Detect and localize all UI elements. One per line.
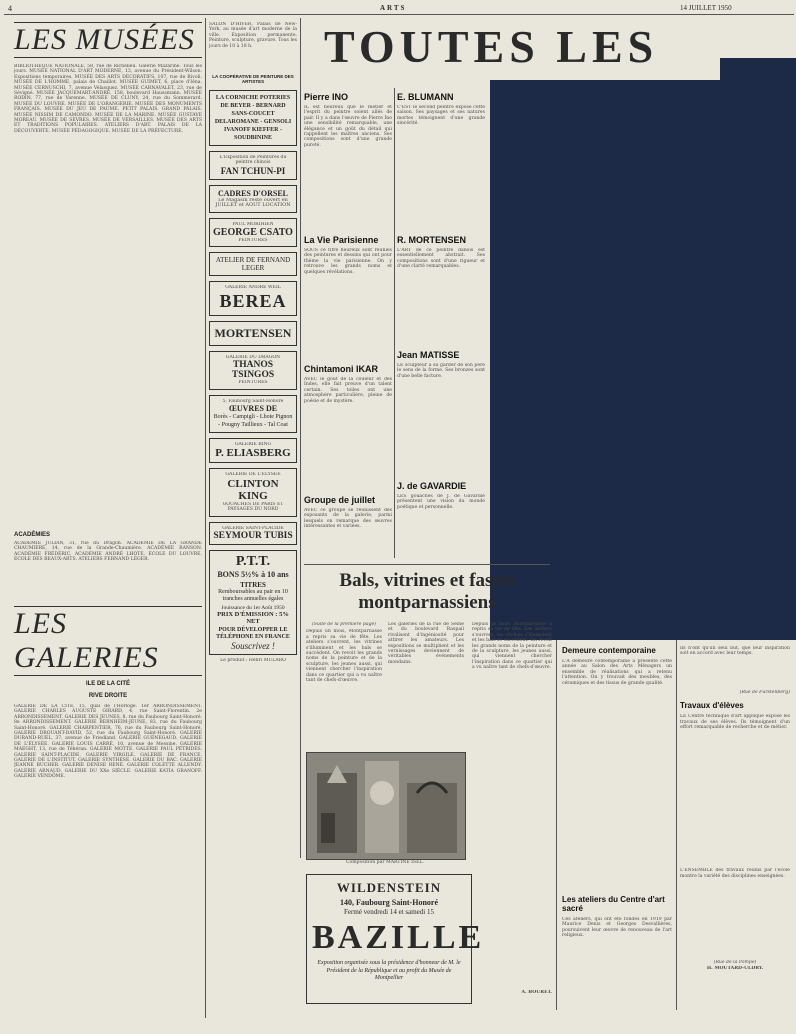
header-rule	[4, 14, 794, 15]
galeries-body: GALERIE DE LA CITÉ, 15, quai de l'Horloge. 1er ARRONDISSEMENT. GALERIE CHARLES AUGUSTE GIRARD, 4, rue Saint-Florentin. 2e ARRONDISSEMENT. GALERIE DES JEUNES, 8, rue du Faubourg Saint-Honoré. 8e ARRONDISSEMENT. GALERIE BERNHEIM-JEUNE, 83, rue du Faubourg Saint-Honoré. GALERIE CHARPENTIER, 76, rue du Faubourg Saint-Honoré. GALERIE DROUANT-DAVID, 52, rue du Faubourg Saint-Honoré. GALERIE DURAND-RUEL, 37, avenue de Friedland. GALERIE GUÉNEGAUD. GALERIE DE L'ÉLYSÉE. GALERIE LOUIS CARRÉ, 10, avenue de Messine. GALERIE MAEGHT, 13, rue de Téhéran. GALERIE MOTTE. GALERIE PAUL PÉTRIDÈS. GALERIE SAINT-PLACIDE. GALERIE VIRGILE. GALERIE DE FRANCE. GALERIE DE L'INSTITUT. GALERIE SYNTHÈSE. GALERIE DU BAC. GALERIE JEANNE BUCHER. GALERIE DENISE RENÉ. GALERIE COLETTE ALLENDY. GALERIE ARNAUD. GALERIE DU XXe SIÈCLE. GALERIE KATIA GRANOFF. GALERIE VENDÔME.	[14, 704, 202, 780]
travaux-signature: H. MOUTARD-ULDRY.	[706, 965, 764, 971]
fan-tchun-pi-ad	[209, 151, 297, 180]
ptt-rembours: Remboursables au pair en 10 tranches annuelles égales	[218, 589, 288, 603]
bals-title-2: montparnassiens	[358, 592, 496, 613]
travaux-sig-label: (Rue de la Pompe)	[713, 960, 757, 966]
ptt-souscrivez: Souscrivez !	[231, 641, 275, 652]
clinton-sub: GOUACHES DE PARIS ET PAYSAGES DU NORD	[222, 501, 284, 513]
travaux-body-2: L'ENSEMBLE des travaux réunis par l'école montre la variété des disciplines enseignées.	[680, 868, 790, 879]
thanos-ad	[209, 351, 297, 390]
section-title: ARTS	[380, 4, 407, 12]
demeure-section	[562, 646, 672, 997]
travaux-title: Travaux d'élèves	[680, 701, 744, 711]
poterie-ad: LA CORNICHE POTERIES DE BEYER - BERNARD SANS-COUCET DELAROMANE - GENSOLI IVANOFF KIEFFER - SOUDBININE	[209, 90, 297, 146]
galeries-subtitle-cite: ILE DE LA CITÉ	[85, 681, 131, 687]
ino-title: Pierre INO	[304, 92, 349, 102]
bals-top-rule	[304, 564, 550, 565]
musees-title: LES MUSÉES	[14, 22, 202, 58]
ptt-title: P.T.T.	[235, 554, 271, 570]
ads-column	[209, 22, 297, 664]
cadres-note: Le Magasin reste ouvert en JUILLET et AOUT LOCATION	[215, 197, 291, 209]
groupe-body: AVEC ce groupe se réunissent des exposants de la galerie, parmi lesquels on remarque des œuvres intéressantes et variées.	[304, 508, 392, 530]
galeries-title: LES GALERIES	[14, 606, 202, 676]
bals-title-1: Bals, vitrines et fastes	[339, 570, 515, 591]
ptt-ad	[209, 550, 297, 655]
bazille-title: BAZILLE	[312, 919, 485, 956]
wildenstein-ad	[306, 874, 485, 1004]
clinton-king-ad	[209, 468, 297, 516]
bals-body-3: Depuis un mois, Montparnasse a repris sa vie de fête. Les ateliers s'ouvrent, les vitrines s'illuminent et les bals se succèdent. On revoit les grands noms de la peinture et de la sculpture, les jeunes aussi, qui viennent chercher l'inspiration dans ce quartier qui a vu naître tant de chefs-d'œuvre.	[472, 622, 552, 671]
wild-name: WILDENSTEIN	[336, 880, 442, 895]
bals-body-2: Les galeries de la rue de Seine et du boulevard Raspail rivalisent d'ingéniosité pour attirer les amateurs. Les expositions se multiplient et les vernissages deviennent de véritables événements mondains.	[388, 622, 464, 665]
ateliers-title: Les ateliers du Centre d'art sacré	[562, 895, 665, 913]
travaux-section	[680, 646, 790, 971]
matisse-body: LE sculpteur a su garder de son père le sens de la forme. Ses bronzes sont d'une belle facture.	[397, 363, 485, 379]
seymour-ad	[209, 522, 297, 545]
travaux-divider	[676, 640, 677, 1010]
academies-body: ACADÉMIE JULIAN, 31, rue du Dragon. ACADÉMIE DE LA GRANDE CHAUMIÈRE, 14, rue de la Grande-Chaumière. ACADÉMIE RANSON. ACADÉMIE FRÉDÉRIC, ACADÉMIE ANDRÉ LHOTE. ÉCOLE DU LOUVRE. ÉCOLE DES BEAUX-ARTS. ATELIERS FERNAND LÉGER.	[14, 541, 202, 563]
ikar-body: AVEC le goût de la couleur et des Indes, elle fait preuve d'un talent certain. Ses toiles ont une atmosphère particulière, pleine de poésie et de mystère.	[304, 377, 392, 404]
seymour-name: SEYMOUR TUBIS	[213, 531, 293, 542]
col3-divider	[394, 88, 395, 558]
page-number: 4	[8, 4, 12, 13]
wild-dates: Fermé vendredi 14 et samedi 15	[343, 908, 434, 916]
csato-name: GEORGE CSATO	[213, 227, 293, 239]
mortensen-body: L'ART de ce peintre danois est essentiellement abstrait. Ses compositions sont d'une rigueur et d'une clarté remarquables.	[397, 248, 485, 270]
fan-label: L'Exposition de Peintures du peintre chinois	[219, 155, 287, 166]
ptt-titres: TITRES	[240, 581, 266, 590]
travaux-body: LE Centre technique d'art appliqué expose les travaux de ses élèves. Ils témoignent d'un effort remarquable de recherche et de métier.	[680, 714, 790, 731]
cadres-title: CADRES D'ORSEL	[217, 188, 288, 198]
ikar-title: Chintamoni IKAR	[304, 364, 378, 374]
bals-col-2	[388, 622, 464, 746]
seymour-label: GALERIE SAINT-PLACIDE	[222, 525, 284, 531]
issue-date: 14 JUILLET 1950	[680, 4, 732, 12]
ptt-telephone: POUR DÉVELOPPER LE TÉLÉPHONE EN FRANCE	[216, 627, 290, 641]
blumann-body: C'EST le second peintre exposé cette saison. Ses paysages et ses natures mortes témoignent d'une grande sincérité.	[397, 105, 485, 127]
vie-title: La Vie Parisienne	[304, 235, 379, 245]
reviews-col-a	[304, 92, 392, 560]
ino-body: IL est heureux que le métier et l'esprit du peintre soient allés de pair. Il y a dans l'œuvre de Pierre Ino une sensibilité remarquable, une élégance et un goût du détail qui rappellent les maîtres anciens. Ses compositions sont d'une grande pureté.	[304, 105, 392, 148]
musees-body: BIBLIOTHÈQUE NATIONALE, 58, rue de Richelieu. Galerie Mazarine. Tous les jours. MUSÉE NATIONAL D'ART MODERNE, 13, avenue du Président-Wilson. Expositions temporaires. MUSÉE DES ARTS DÉCORATIFS, 107, rue de Rivoli. MUSÉE DE L'HOMME, palais de Chaillot. MUSÉE GUIMET, 6, place d'Iéna. MUSÉE CERNUSCHI, 7, avenue Vélasquez. MUSÉE CARNAVALET, 23, rue de Sévigné. MUSÉE JACQUEMART-ANDRÉ, 158, boulevard Haussmann. MUSÉE RODIN, 77, rue de Varenne. MUSÉE DE CLUNY, 24, rue du Sommerard. MUSÉE DU LOUVRE. MUSÉE DE L'ORANGERIE. MUSÉE DES MONUMENTS FRANÇAIS. MUSÉE DU JEU DE PAUME. PETIT PALAIS. GRAND PALAIS. MUSÉE NISSIM DE CAMONDO. MUSÉE DE LA MARINE. MUSÉE GUSTAVE MOREAU. MUSÉE DE SÈVRES. MUSÉE DE VERSAILLES. MUSÉE DES ARTS ET TRADITIONS POPULAIRES. ATELIERS D'ART. PALAIS DE LA DÉCOUVERTE. MUSÉE PÉDAGOGIQUE. MUSÉE DE LA PRÉFECTURE.	[14, 64, 202, 134]
csato-label: PEINTURES	[238, 238, 268, 244]
csato-ad	[209, 218, 297, 248]
berea-label: GALERIE ANDRE WEIL	[225, 285, 281, 291]
headline: TOUTES LES	[324, 21, 659, 72]
berea-name: BEREA	[219, 290, 287, 311]
bing-label: GALERIE BING	[234, 442, 272, 448]
oeuvres-label: 5, Faubourg Saint-Honoré	[222, 398, 284, 404]
wild-patronage: Exposition organisée sous la présidence d'honneur de M. le Président de la République et au profit du Musée de Montpellier	[317, 960, 461, 981]
mortensen-title: R. MORTENSEN	[397, 235, 467, 245]
ptt-prix: PRIX D'ÉMISSION : 5% NET	[217, 611, 289, 626]
clinton-name: CLINTON KING	[227, 477, 279, 502]
col2-divider	[300, 18, 301, 858]
bals-body-1: Depuis un mois, Montparnasse a repris sa vie de fête. Les ateliers s'ouvrent, les vitrines s'illuminent et les bals se succèdent. On revoit les grands noms de la peinture et de la sculpture, les jeunes aussi, qui viennent chercher l'inspiration dans ce quartier qui a vu naître tant de chefs-d'œuvre.	[306, 629, 382, 684]
paul-label: PAUL MORIHIEN	[232, 221, 274, 227]
bals-signature: A. BOURET.	[521, 990, 552, 995]
elysee-label: GALERIE DE L'ELYSEE	[225, 472, 281, 478]
ads-credit: Le produit : Henri MULARO	[220, 658, 286, 664]
artwork-image	[306, 752, 466, 860]
musees-section	[14, 22, 202, 611]
thanos-sub: PEINTURES	[238, 380, 268, 386]
bals-suite: (Suite de la première page)	[311, 622, 377, 627]
oeuvres-title: ŒUVRES DE	[228, 404, 278, 414]
blumann-title: E. BLUMANN	[397, 92, 454, 102]
gavardie-title: J. de GAVARDIE	[397, 481, 467, 491]
groupe-title: Groupe de juillet	[304, 495, 376, 505]
gavardie-body: LES gouaches de J. de Gavardie présentent une vision du monde poétique et personnelle.	[397, 494, 485, 510]
thanos-label: GALERIE DU DRAGON	[225, 354, 281, 360]
galeries-subtitle-rive: RIVE DROITE	[88, 693, 128, 699]
bals-col-3	[472, 622, 552, 995]
bals-title-block	[304, 570, 550, 614]
mortensen-ad: MORTENSEN	[209, 321, 297, 346]
atelier-leger-ad: ATELIER DE FERNAND LEGER	[209, 252, 297, 276]
artwork-illustration	[307, 753, 465, 859]
fan-name: FAN TCHUN-PI	[220, 165, 286, 176]
cooperative-ad: LA COOPÉRATIVE DE PEINTURE DES ARTISTES	[212, 74, 294, 84]
matisse-title: Jean MATISSE	[397, 350, 460, 360]
demeure-body: L'A demeure contemporaine a présenté cette année au Salon des Arts Ménagers un ensemble de réalisations qui a retenu l'attention. On y trouvait des meubles, des céramiques et des tissus de grande qualité.	[562, 659, 672, 686]
vie-body: SOUS ce titre heureux sont réunies des peintures et dessins qui ont pour thème la vie parisienne. On y retrouve les grands noms et quelques révélations.	[304, 248, 392, 275]
artwork-caption: Composition par MARTINE ISEL.	[346, 860, 424, 865]
eliasberg-ad	[209, 438, 297, 463]
navy-overlay-notch	[720, 58, 796, 88]
wild-address: 140, Faubourg Saint-Honoré	[339, 898, 438, 907]
oeuvres-names: Borès - Campigli - Lhote Pignon - Pougny Taillieux - Tal Coat	[213, 414, 293, 429]
demeure-divider	[556, 640, 557, 1010]
salon-hiver-ad: SALON D'HIVER, Palais de New-York, au musée d'art moderne de la ville. Exposition permanente. Peinture, sculpture, gravure. Tous les jours de 10 à 18 h.	[209, 22, 297, 49]
ptt-jouissance: Jouissance du 1er Août 1950	[221, 605, 285, 612]
oeuvres-ad	[209, 395, 297, 433]
demeure-title: Demeure contemporaine	[562, 646, 656, 655]
academies-label: ACADÉMIES	[14, 532, 51, 538]
ateliers-body: Ces ateliers, qui ont été fondés en 1919 par Maurice Denis et Georges Desvallières, poursuivent leur œuvre de renouveau de l'art religieux.	[562, 917, 672, 939]
col1-divider	[205, 18, 206, 1018]
berea-ad	[209, 281, 297, 315]
reviews-col-b	[397, 92, 485, 542]
travaux-intro: Ils n'ont qu'un seul but, que leur inspiration soit en accord avec leur temps.	[680, 646, 790, 657]
bals-col-1	[306, 622, 382, 745]
thanos-name: THANOS TSINGOS	[231, 360, 275, 381]
eliasberg-name: P. ELIASBERG	[215, 447, 291, 460]
ptt-bons: BONS 5½% à 10 ans	[217, 570, 289, 580]
galeries-section	[14, 606, 202, 1034]
cadres-ad	[209, 185, 297, 213]
navy-overlay-top	[490, 80, 796, 640]
travaux-intro-sig: (Rue de Furstenberg)	[739, 690, 790, 695]
